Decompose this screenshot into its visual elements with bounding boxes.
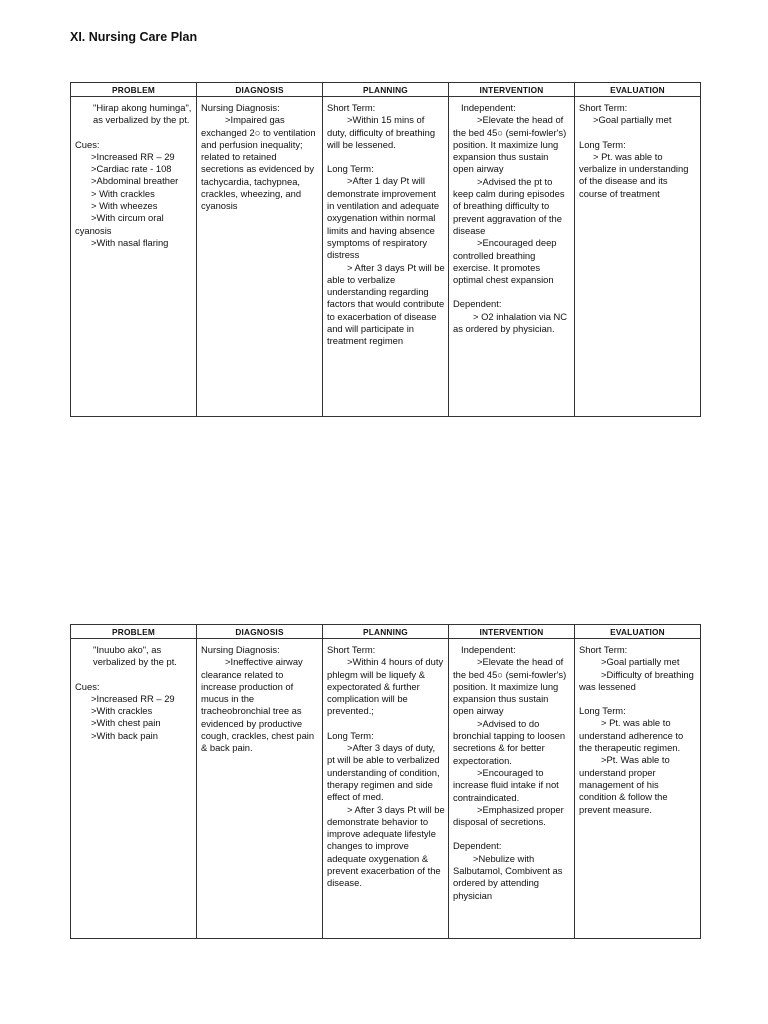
evaluation-cell <box>575 97 701 417</box>
cue-item: >Increased RR – 29 <box>91 692 175 704</box>
page-title: XI. Nursing Care Plan <box>70 30 198 44</box>
evaluation-item: >Goal partially met <box>601 656 680 668</box>
header-intervention: INTERVENTION <box>449 625 575 639</box>
long-term-goal: >After 3 days of duty, pt will be able to verbalized understanding of condition, therapy regimen and side effect of med. <box>327 742 440 803</box>
header-diagnosis: DIAGNOSIS <box>197 625 323 639</box>
header-evaluation: EVALUATION <box>575 625 701 639</box>
cue-item: >With back pain <box>91 729 158 741</box>
problem-quote: "Inuubo ako", as verbalized by the pt. <box>93 644 177 668</box>
evaluation-item: >Difficulty of breathing was lessened <box>579 668 694 692</box>
diagnosis-label: Nursing Diagnosis: <box>201 644 280 655</box>
header-problem: PROBLEM <box>71 625 197 639</box>
planning-cell <box>323 639 449 939</box>
long-term-goal: > After 3 days Pt will be demonstrate behavior to improve adequate lifestyle changes to improve adequate oxygenation & prevent exacerbation of the disease. <box>327 803 445 889</box>
intervention-item: >Advised the pt to keep calm during episodes of breathing difficulty to prevent aggravation of the disease <box>453 175 565 236</box>
header-row <box>71 625 701 639</box>
long-term-goal: >After 1 day Pt will demonstrate improvement in ventilation and adequate oxygenation within normal limits and having absence symptoms of respiratory distress <box>327 175 440 261</box>
long-term-label: Long Term: <box>579 138 626 150</box>
intervention-item: >Nebulize with Salbutamol, Combivent as ordered by attending physician <box>453 852 563 901</box>
intervention-item: >Elevate the head of the bed 45○ (semi-fowler's) position. It maximize lung expansion thus sustain open airway <box>453 114 567 175</box>
evaluation-item: > Pt. was able to verbalize in understanding of the disease and its course of treatment <box>579 150 689 199</box>
diagnosis-cell <box>197 97 323 417</box>
intervention-item: > O2 inhalation via NC as ordered by physician. <box>453 310 568 335</box>
intervention-item: >Elevate the head of the bed 45○ (semi-fowler's) position. It maximize lung expansion thus sustain open airway <box>453 656 567 717</box>
short-term-goal: >Within 15 mins of duty, difficulty of breathing will be lessened. <box>327 114 436 150</box>
care-plan-table-2 <box>70 624 701 939</box>
intervention-cell <box>449 97 575 417</box>
header-planning: PLANNING <box>323 625 449 639</box>
cue-item: >With crackles <box>91 705 153 717</box>
evaluation-cell <box>575 639 701 939</box>
diagnosis-label: Nursing Diagnosis: <box>201 102 280 113</box>
diagnosis-cell <box>197 639 323 939</box>
short-term-label: Short Term: <box>579 102 628 113</box>
header-intervention: INTERVENTION <box>449 83 575 97</box>
header-evaluation: EVALUATION <box>575 83 701 97</box>
problem-cell <box>71 97 197 417</box>
table-row <box>71 97 701 417</box>
cues-label: Cues: <box>75 680 100 692</box>
short-term-goal: >Within 4 hours of duty phlegm will be liquefy & expectorated & further complication will be prevented.; <box>327 656 444 717</box>
intervention-cell <box>449 639 575 939</box>
intervention-item: >Encouraged deep controlled breathing exercise. It promotes optimal chest expansion <box>453 237 557 286</box>
long-term-label: Long Term: <box>327 163 374 175</box>
short-term-label: Short Term: <box>327 644 376 655</box>
short-term-label: Short Term: <box>327 102 376 113</box>
long-term-label: Long Term: <box>327 729 374 741</box>
care-plan-table-1 <box>70 82 701 417</box>
problem-cell <box>71 639 197 939</box>
intervention-item: >Advised to do bronchial tapping to loosen secretions & for better expectoration. <box>453 717 566 766</box>
short-term-label: Short Term: <box>579 644 628 655</box>
header-problem: PROBLEM <box>71 83 197 97</box>
long-term-goal: > After 3 days Pt will be able to verbalize understanding regarding factors that would contribute to exacerbation of disease and will participate in treatment regimen <box>327 261 445 347</box>
long-term-label: Long Term: <box>579 705 626 717</box>
cue-item: >With nasal flaring <box>91 236 169 248</box>
cue-item: > With crackles <box>91 187 155 199</box>
intervention-item: >Encouraged to increase fluid intake if not contraindicated. <box>453 766 559 803</box>
diagnosis-text: >Impaired gas exchanged 2○ to ventilation and perfusion inequality; related to retained secretions as evidenced by tachycardia, tachypnea, crackles, wheezing, and cyanosis <box>201 114 316 212</box>
cue-item: > With wheezes <box>91 200 158 212</box>
cue-item: >Cardiac rate - 108 <box>91 163 172 175</box>
cue-item: >Abdominal breather <box>91 175 179 187</box>
cue-item: >With circum oral cyanosis <box>75 212 164 236</box>
independent-label: Independent: <box>461 102 516 113</box>
table-row <box>71 639 701 939</box>
evaluation-item: > Pt. was able to understand adherence to the therapeutic regimen. <box>579 717 684 754</box>
header-diagnosis: DIAGNOSIS <box>197 83 323 97</box>
independent-label: Independent: <box>461 644 516 655</box>
intervention-item: >Emphasized proper disposal of secretions. <box>453 803 564 828</box>
evaluation-item: >Pt. Was able to understand proper management of his condition & follow the prevent measure. <box>579 754 670 815</box>
evaluation-item: >Goal partially met <box>593 114 672 126</box>
cue-item: >With chest pain <box>91 717 161 729</box>
dependent-label: Dependent: <box>453 298 502 310</box>
diagnosis-text: >Ineffective airway clearance related to increase production of mucus in the tracheobronchial tree as evidenced by productive cough, crackles, chest pain & back pain. <box>201 656 315 754</box>
cues-label: Cues: <box>75 138 100 150</box>
header-planning: PLANNING <box>323 83 449 97</box>
dependent-label: Dependent: <box>453 840 502 852</box>
planning-cell <box>323 97 449 417</box>
cue-item: >Increased RR – 29 <box>91 150 175 162</box>
header-row <box>71 83 701 97</box>
problem-quote: "Hirap akong huminga", as verbalized by the pt. <box>93 102 192 126</box>
